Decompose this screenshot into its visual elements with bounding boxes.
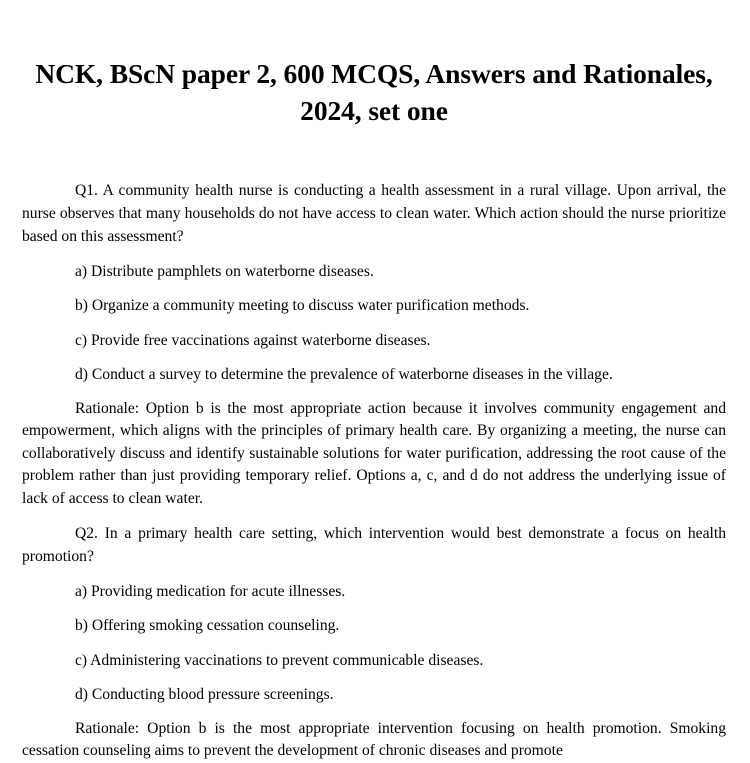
question-q2-rationale: Rationale: Option b is the most appropriate intervention focusing on health promotion. Smoking cessation counseling aims to prevent the development of chronic diseases and promote <box>22 719 726 759</box>
question-q1-option-d: d) Conduct a survey to determine the prevalence of waterborne diseases in the village. <box>75 366 613 383</box>
question-q1-options <box>22 260 726 387</box>
question-q1-stem: Q1. A community health nurse is conducting a health assessment in a rural village. Upon arrival, the nurse observes that many households do not have access to clean water. Which action should the nurse prioritize based on this assessment? <box>22 182 726 245</box>
question-q2-stem: Q2. In a primary health care setting, which intervention would best demonstrate a focus on health promotion? <box>22 525 726 565</box>
question-q2-option-b: b) Offering smoking cessation counseling. <box>75 617 340 634</box>
document-title: NCK, BScN paper 2, 600 MCQS, Answers and Rationales, 2024, set one <box>35 58 713 126</box>
document-page <box>22 0 726 763</box>
question-q1-option-a: a) Distribute pamphlets on waterborne diseases. <box>75 262 374 280</box>
question-q2-option-c: c) Administering vaccinations to prevent communicable diseases. <box>75 651 484 669</box>
question-q1-option-b: b) Organize a community meeting to discuss water purification methods. <box>75 297 530 314</box>
question-q2-option-d: d) Conducting blood pressure screenings. <box>75 686 334 703</box>
question-q1-option-c: c) Provide free vaccinations against waterborne diseases. <box>75 331 431 349</box>
question-q2-options <box>22 580 726 707</box>
question-q1-rationale: Rationale: Option b is the most appropriate action because it involves community engagement and empowerment, which aligns with the principles of primary health care. By organizing a meeting, the nurse can collaboratively discuss and identify sustainable solutions for water purification, addressing the root cause of the problem rather than just providing temporary relief. Options a, c, and d do not address the underlying issue of lack of access to clean water. <box>22 399 726 507</box>
question-q2-option-a: a) Providing medication for acute illnesses. <box>75 582 346 600</box>
